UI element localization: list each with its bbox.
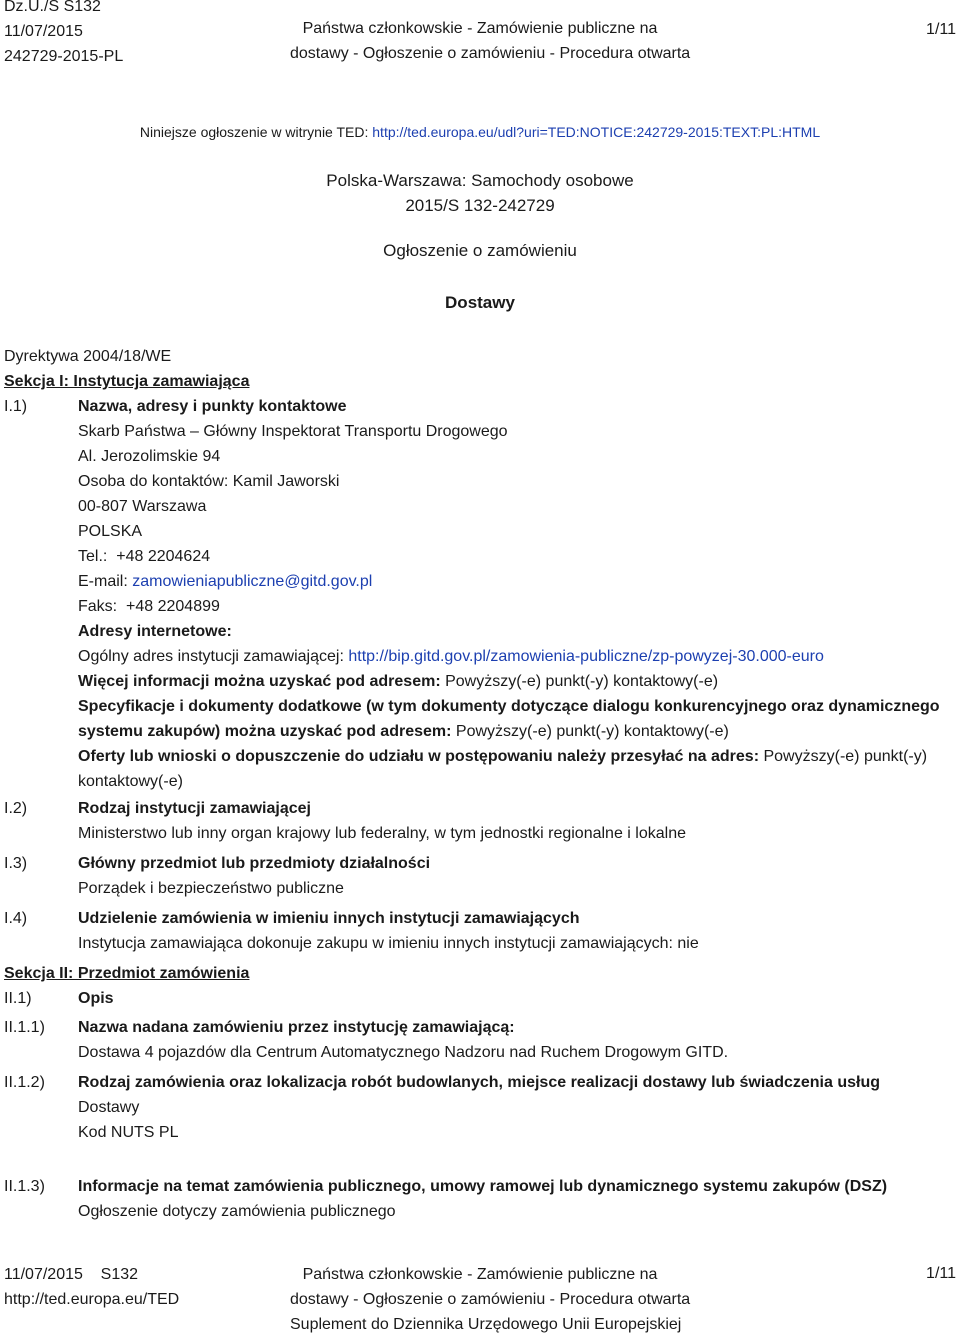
footer-title-line2: dostawy - Ogłoszenie o zamówieniu - Procedura otwarta xyxy=(290,1291,691,1308)
ii12-value1: Dostawy xyxy=(78,1099,140,1116)
ii11-title: Nazwa nadana zamówieniu przez instytucję zamawiającą: xyxy=(78,1019,515,1036)
footer-url: http://ted.europa.eu/TED xyxy=(4,1291,180,1308)
notice-url-link[interactable]: http://ted.europa.eu/udl?uri=TED:NOTICE:242729-2015:TEXT:PL:HTML xyxy=(372,124,821,140)
page-footer xyxy=(0,1262,960,1334)
header-title-line1: Państwa członkowskie - Zamówienie publiczne na xyxy=(302,20,658,37)
header-title-line2: dostawy - Ogłoszenie o zamówieniu - Procedura otwarta xyxy=(290,45,691,62)
header-ref: 242729-2015-PL xyxy=(4,48,124,65)
i4-title: Udzielenie zamówienia w imieniu innych instytucji zamawiających xyxy=(78,910,580,927)
email-link[interactable]: zamowieniapubliczne@gitd.gov.pl xyxy=(132,573,373,590)
header-date: 11/07/2015 xyxy=(4,23,83,40)
ii1-title: Opis xyxy=(78,990,114,1007)
i1-more-info: Więcej informacji można uzyskać pod adresem: Powyższy(-e) punkt(-y) kontaktowy(-e) xyxy=(78,673,719,690)
i1-spec-docs: Specyfikacje i dokumenty dodatkowe (w tym dokumenty dotyczące dialogu konkurencyjnego oraz dynamicznego systemu zakupów) można uzyskać pod adresem: Powyższy(-e) punkt(-y) kontaktowy(-e) xyxy=(78,698,940,740)
footer-date-journal: 11/07/2015 S132 xyxy=(4,1266,139,1283)
page-header xyxy=(0,0,960,70)
i1-title: Nazwa, adresy i punkty kontaktowe xyxy=(78,398,347,415)
i3-value: Porządek i bezpieczeństwo publiczne xyxy=(78,880,344,897)
i1-offers: Oferty lub wnioski o dopuszczenie do udziału w postępowaniu należy przesyłać na adres: Powyższy(-e) punkt(-y) kontaktowy(-e) xyxy=(78,748,928,790)
ii12-value2: Kod NUTS PL xyxy=(78,1124,179,1141)
i1-number: I.1) xyxy=(4,398,28,415)
header-title xyxy=(290,16,691,66)
i1-content xyxy=(78,394,948,794)
header-journal: Dz.U./S S132 xyxy=(4,0,101,15)
footer-page: 1/11 xyxy=(926,1265,956,1282)
i1-email: E-mail: zamowieniapubliczne@gitd.gov.pl xyxy=(78,573,373,590)
i4-value: Instytucja zamawiająca dokonuje zakupu w imieniu innych instytucji zamawiających: nie xyxy=(78,935,699,952)
i1-contact: Osoba do kontaktów: Kamil Jaworski xyxy=(78,473,340,490)
ii11-value: Dostawa 4 pojazdów dla Centrum Automatycznego Nadzoru nad Ruchem Drogowym GITD. xyxy=(78,1044,729,1061)
notice-type: Ogłoszenie o zamówieniu xyxy=(383,241,577,260)
i3-title: Główny przedmiot lub przedmioty działalności xyxy=(78,855,431,872)
i2-title: Rodzaj instytucji zamawiającej xyxy=(78,800,311,817)
header-left xyxy=(4,0,123,69)
footer-title-line3: Suplement do Dziennika Urzędowego Unii Europejskiej xyxy=(290,1316,682,1333)
ii13-value: Ogłoszenie dotyczy zamówienia publicznego xyxy=(78,1203,396,1220)
i1-city: 00-807 Warszawa xyxy=(78,498,207,515)
ii12-title: Rodzaj zamówienia oraz lokalizacja robót budowlanych, miejsce realizacji dostawy lub świadczenia usług xyxy=(78,1074,880,1091)
notice-title xyxy=(0,168,960,218)
i1-web-heading: Adresy internetowe: xyxy=(78,623,232,640)
contract-type: Dostawy xyxy=(445,293,515,312)
i1-street: Al. Jerozolimskie 94 xyxy=(78,448,221,465)
title-line2: 2015/S 132-242729 xyxy=(405,196,555,215)
i1-fax: Faks: +48 2204899 xyxy=(78,598,220,615)
i1-country: POLSKA xyxy=(78,523,143,540)
footer-title xyxy=(290,1262,691,1337)
ii13-title: Informacje na temat zamówienia publicznego, umowy ramowej lub dynamicznego systemu zakupów (DSZ) xyxy=(78,1178,888,1195)
footer-title-line1: Państwa członkowskie - Zamówienie publiczne na xyxy=(302,1266,658,1283)
i1-tel: Tel.: +48 2204624 xyxy=(78,548,211,565)
title-line1: Polska-Warszawa: Samochody osobowe xyxy=(326,171,634,190)
notice-line xyxy=(0,122,960,142)
i2-value: Ministerstwo lub inny organ krajowy lub federalny, w tym jednostki regionalne i lokalne xyxy=(78,825,686,842)
i1-web: Ogólny adres instytucji zamawiającej: http://bip.gitd.gov.pl/zamowienia-publiczne/zp-powyzej-30.000-euro xyxy=(78,648,824,665)
header-page: 1/11 xyxy=(926,21,956,38)
i1-name: Skarb Państwa – Główny Inspektorat Transportu Drogowego xyxy=(78,423,508,440)
buyer-profile-link[interactable]: http://bip.gitd.gov.pl/zamowienia-publiczne/zp-powyzej-30.000-euro xyxy=(348,648,824,665)
footer-left xyxy=(4,1262,179,1312)
notice-prefix: Niniejsze ogłoszenie w witrynie TED: xyxy=(139,124,373,140)
